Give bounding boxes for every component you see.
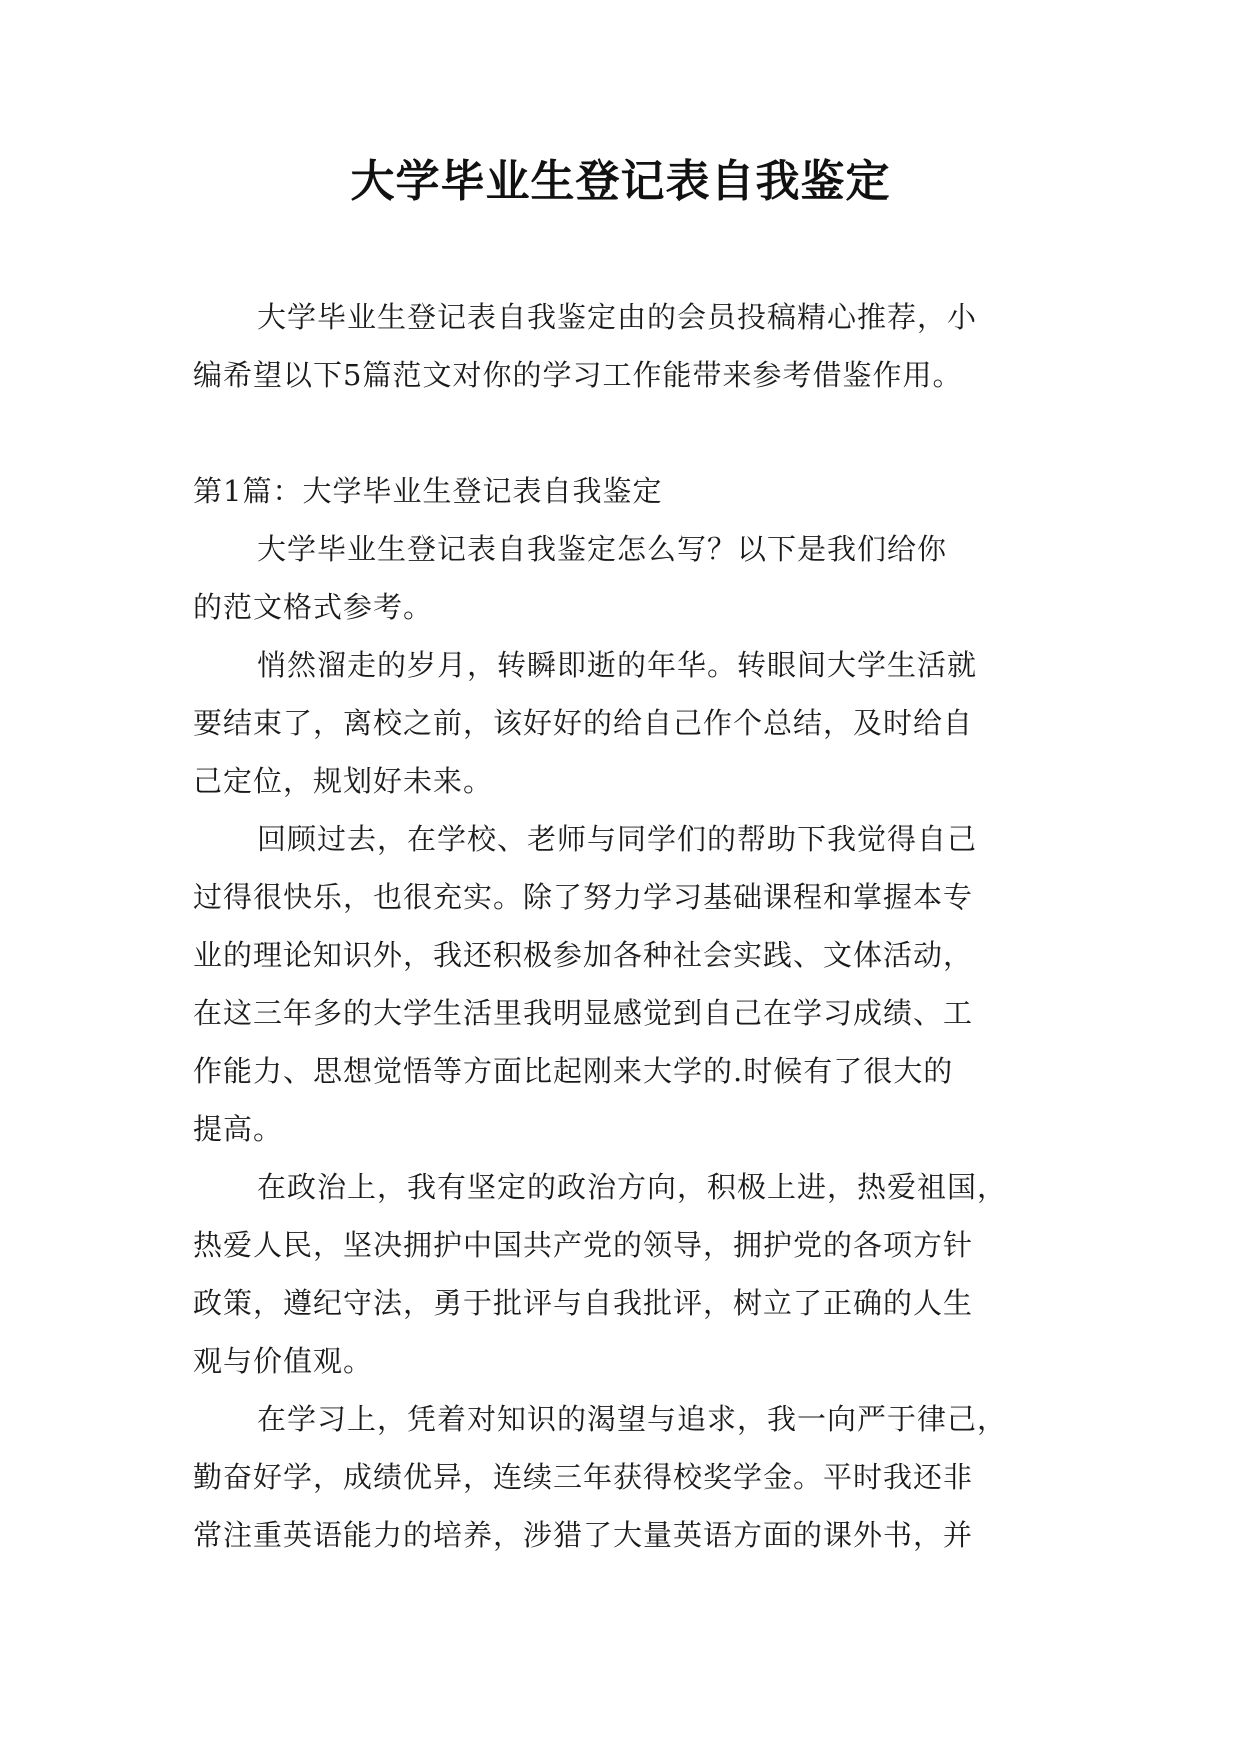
paragraph bbox=[193, 810, 1053, 1158]
intro-line: 大学毕业生登记表自我鉴定由的会员投稿精心推荐，小 bbox=[257, 300, 978, 334]
paragraph-line: 业的理论知识外，我还积极参加各种社会实践、文体活动， bbox=[193, 938, 974, 972]
paragraph-line: 过得很快乐，也很充实。除了努力学习基础课程和掌握本专 bbox=[193, 880, 974, 914]
paragraph bbox=[193, 636, 1053, 810]
intro-line: 编希望以下5篇范文对你的学习工作能带来参考借鉴作用。 bbox=[193, 358, 963, 392]
paragraph-line: 悄然溜走的岁月，转瞬即逝的年华。转眼间大学生活就 bbox=[257, 648, 978, 682]
section-1 bbox=[193, 462, 1053, 1564]
paragraph-line: 要结束了，离校之前，该好好的给自己作个总结，及时给自 bbox=[193, 706, 974, 740]
paragraph-line: 提高。 bbox=[193, 1112, 284, 1146]
paragraph-line: 作能力、思想觉悟等方面比起刚来大学的.时候有了很大的 bbox=[193, 1054, 954, 1088]
section-heading: 第1篇：大学毕业生登记表自我鉴定 bbox=[193, 474, 663, 508]
paragraph-line: 政策，遵纪守法，勇于批评与自我批评，树立了正确的人生 bbox=[193, 1286, 974, 1320]
paragraph-line: 热爱人民，坚决拥护中国共产党的领导，拥护党的各项方针 bbox=[193, 1228, 974, 1262]
paragraph-line: 己定位，规划好未来。 bbox=[193, 764, 494, 798]
document-title: 大学毕业生登记表自我鉴定 bbox=[350, 156, 891, 207]
paragraph-line: 在政治上，我有坚定的政治方向，积极上进，热爱祖国， bbox=[257, 1170, 1008, 1204]
paragraph bbox=[193, 520, 1053, 636]
paragraph-line: 回顾过去，在学校、老师与同学们的帮助下我觉得自己 bbox=[257, 822, 978, 856]
paragraph-line: 常注重英语能力的培养，涉猎了大量英语方面的课外书，并 bbox=[193, 1518, 974, 1552]
paragraph bbox=[193, 1390, 1053, 1564]
paragraph-line: 勤奋好学，成绩优异，连续三年获得校奖学金。平时我还非 bbox=[193, 1460, 974, 1494]
paragraph-line: 的范文格式参考。 bbox=[193, 590, 434, 624]
paragraph bbox=[193, 1158, 1053, 1390]
paragraph-line: 大学毕业生登记表自我鉴定怎么写？以下是我们给你 bbox=[257, 532, 948, 566]
paragraph-line: 观与价值观。 bbox=[193, 1344, 374, 1378]
paragraph-line: 在学习上，凭着对知识的渴望与追求，我一向严于律己， bbox=[257, 1402, 1008, 1436]
paragraph-line: 在这三年多的大学生活里我明显感觉到自己在学习成绩、工 bbox=[193, 996, 974, 1030]
intro-paragraph bbox=[193, 288, 1053, 404]
